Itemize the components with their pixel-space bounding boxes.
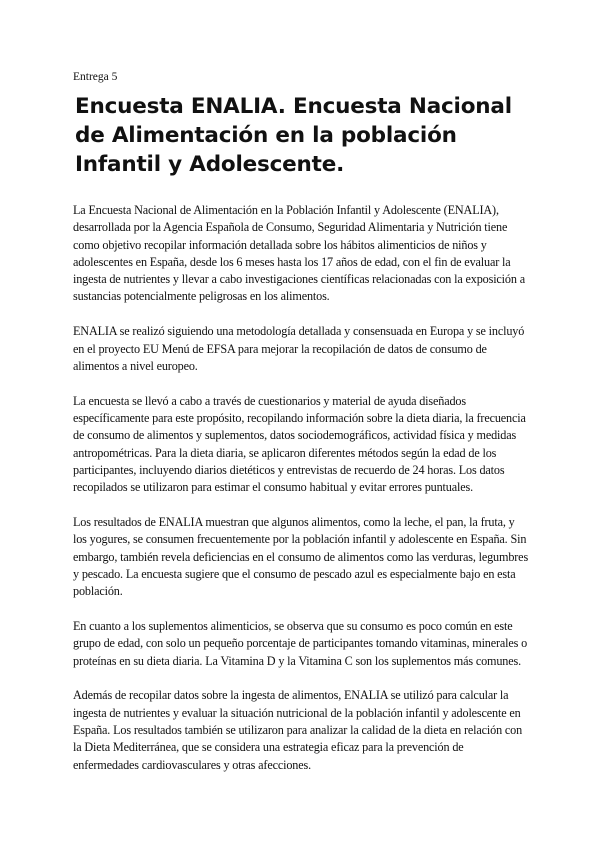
- paragraph-2: ENALIA se realizó siguiendo una metodología detallada y consensuada en Europa y se incluyó en el proyecto EU Menú de EFSA para mejorar la recopilación de datos de consumo de alimentos a nivel europeo.: [73, 324, 525, 373]
- paragraph-6: Además de recopilar datos sobre la ingesta de alimentos, ENALIA se utilizó para calcular la ingesta de nutrientes y evaluar la situación nutricional de la población infantil y adolescente en España. Los resultados también se utilizaron para analizar la calidad de la dieta en relación con la Dieta Mediterránea, que se considera una estrategia eficaz para la prevención de enfermedades cardiovasculares y otras afecciones.: [73, 688, 523, 772]
- page-title: Encuesta ENALIA. Encuesta Nacional de Alimentación en la población Infantil y Adolescente.: [75, 94, 512, 177]
- article-body: [73, 202, 531, 791]
- paragraph-1: La Encuesta Nacional de Alimentación en la Población Infantil y Adolescente (ENALIA), desarrollada por la Agencia Española de Consumo, Seguridad Alimentaria y Nutrición tiene como objetivo recopilar información detallada sobre los hábitos alimenticios de niños y adolescentes en España, desde los 6 meses hasta los 17 años de edad, con el fin de evaluar la ingesta de nutrientes y llevar a cabo investigaciones científicas relacionadas con la exposición a sustancias potencialmente peligrosas en los alimentos.: [73, 203, 525, 304]
- paragraph-4: Los resultados de ENALIA muestran que algunos alimentos, como la leche, el pan, la fruta, y los yogures, se consumen frecuentemente por la población infantil y adolescente en España. Sin embargo, también revela deficiencias en el consumo de alimentos como las verduras, legumbres y pescado. La encuesta sugiere que el consumo de pescado azul es especialmente bajo en esta población.: [73, 514, 529, 599]
- paragraph-5: En cuanto a los suplementos alimenticios, se observa que su consumo es poco común en este grupo de edad, con solo un pequeño porcentaje de participantes tomando vitaminas, minerales o proteínas en su dieta diaria. La Vitamina D y la Vitamina C son los suplementos más comunes.: [73, 618, 528, 668]
- paragraph-3: La encuesta se llevó a cabo a través de cuestionarios y material de ayuda diseñados específicamente para este propósito, recopilando información sobre la dieta diaria, la frecuencia de consumo de alimentos y suplementos, datos sociodemográficos, actividad física y medidas antropométricas. Para la dieta diaria, se aplicaron diferentes métodos según la edad de los participantes, incluyendo diarios dietéticos y entrevistas de recuerdo de 24 horas. Los datos recopilados se utilizaron para estimar el consumo habitual y evitar errores puntuales.: [73, 393, 526, 495]
- issue-label: Entrega 5: [73, 71, 118, 83]
